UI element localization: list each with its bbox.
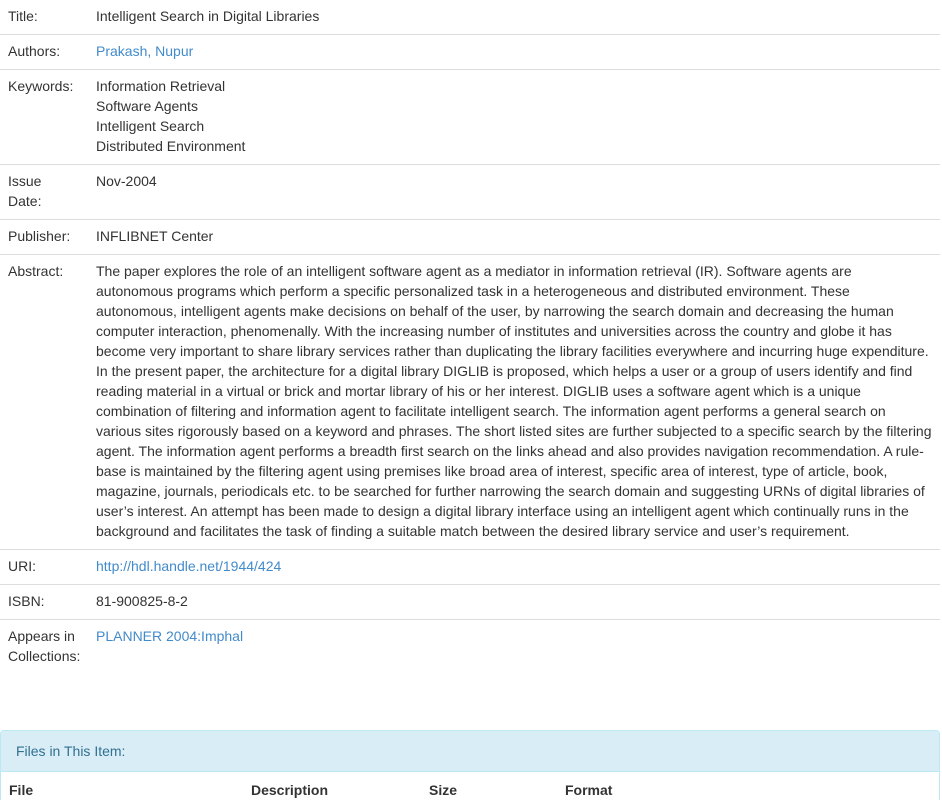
author-link[interactable]: Prakash, Nupur bbox=[96, 43, 194, 59]
metadata-row-issue-date bbox=[0, 165, 940, 220]
uri-label: URI: bbox=[0, 550, 88, 585]
keyword-item: Software Agents bbox=[96, 98, 198, 114]
collection-link[interactable]: PLANNER 2004:Imphal bbox=[96, 628, 244, 644]
metadata-row-keywords bbox=[0, 70, 940, 165]
metadata-row-isbn bbox=[0, 585, 940, 620]
keyword-item: Intelligent Search bbox=[96, 118, 205, 134]
metadata-row-authors bbox=[0, 35, 940, 70]
metadata-row-publisher bbox=[0, 220, 940, 255]
issue-date-label-line2: Date: bbox=[8, 193, 42, 209]
collections-label-line2: Collections: bbox=[8, 648, 81, 664]
files-column-description: Description bbox=[251, 782, 329, 798]
metadata-row-abstract bbox=[0, 255, 940, 550]
uri-cell bbox=[88, 550, 940, 585]
metadata-row-collections bbox=[0, 620, 940, 675]
collections-label bbox=[0, 620, 88, 675]
isbn-label: ISBN: bbox=[0, 585, 88, 620]
publisher-label: Publisher: bbox=[0, 220, 88, 255]
authors-label: Authors: bbox=[0, 35, 88, 70]
title-value: Intelligent Search in Digital Libraries bbox=[96, 8, 320, 24]
keyword-item: Distributed Environment bbox=[96, 138, 246, 154]
metadata-row-uri bbox=[0, 550, 940, 585]
keyword-item: Information Retrieval bbox=[96, 78, 226, 94]
files-table-header bbox=[1, 772, 939, 800]
abstract-value: The paper explores the role of an intelligent software agent as a mediator in information retrieval (IR). Software agents are autonomous programs which perform a specific personalized task in a heterogeneous and distributed environment. These autonomous, intelligent agents make decisions on behalf of the user, by narrowing the search domain and decreasing the human computer interaction, phenomenally. With the increasing number of institutes and universities across the country and globe it has become very important to share library services rather than duplicating the library facilities everywhere and incurring huge expenditure. In the present paper, the architecture for a digital library DIGLIB is proposed, which helps a user or a group of users identify and find reading material in a virtual or brick and mortar library of his or her interest. DIGLIB uses a software agent which is a unique combination of filtering and information agent to facilitate intelligent search. The information agent performs a general search on various sites rigorously based on a keyword and phrases. The short listed sites are further subjected to a specific search by the filtering agent. The information agent performs a breadth first search on the links ahead and also provides navigation recommendation. A rule-base is maintained by the filtering agent using premises like broad area of interest, specific area of interest, type of article, book, magazine, journals, periodicals etc. to be searched for further narrowing the search domain and suggesting URNs of digital libraries of user’s interest. An attempt has been made to design a digital library interface using an intelligent agent which continually runs in the background and facilitates the task of finding a suitable match between the desired library service and user’s requirement. bbox=[88, 255, 940, 550]
isbn-value: 81-900825-8-2 bbox=[88, 585, 940, 620]
issue-date-value: Nov-2004 bbox=[88, 165, 940, 220]
files-column-file: File bbox=[9, 782, 34, 798]
files-panel bbox=[0, 730, 940, 800]
metadata-row-title bbox=[0, 0, 940, 35]
authors-cell bbox=[88, 35, 940, 70]
issue-date-label bbox=[0, 165, 88, 220]
collections-label-line1: Appears in bbox=[8, 628, 75, 644]
publisher-value: INFLIBNET Center bbox=[88, 220, 940, 255]
issue-date-label-line1: Issue bbox=[8, 173, 42, 189]
files-panel-heading: Files in This Item: bbox=[1, 731, 939, 772]
files-column-format: Format bbox=[565, 782, 613, 798]
abstract-label: Abstract: bbox=[0, 255, 88, 550]
collections-cell bbox=[88, 620, 940, 675]
title-label: Title: bbox=[8, 8, 38, 24]
keywords-cell bbox=[88, 70, 940, 165]
keywords-label: Keywords: bbox=[0, 70, 88, 165]
files-column-size: Size bbox=[429, 782, 458, 798]
uri-link[interactable]: http://hdl.handle.net/1944/424 bbox=[96, 558, 282, 574]
